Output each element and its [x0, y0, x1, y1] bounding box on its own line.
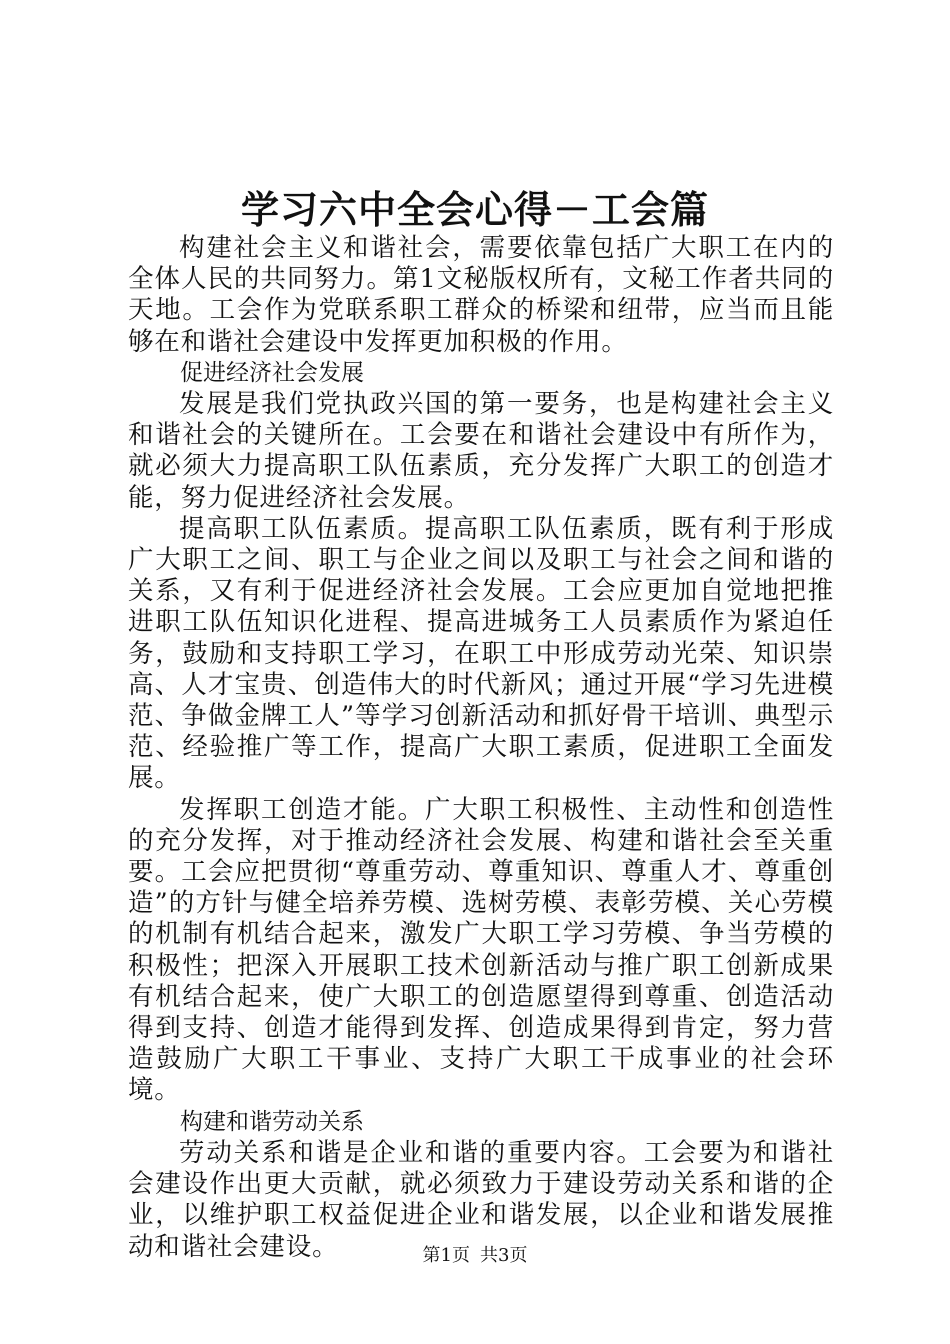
page-number: 第1页: [422, 1245, 470, 1266]
paragraph-intro: 构建社会主义和谐社会，需要依靠包括广大职工在内的全体人民的共同努力。第1文秘版权所有，文秘工作者共同的天地。工会作为党联系职工群众的桥梁和纽带，应当而且能够在和谐社会建设中发挥更加积极的作用。: [128, 233, 834, 357]
section-heading-labor-relations: 构建和谐劳动关系: [180, 1108, 364, 1135]
paragraph-labor-relations: 劳动关系和谐是企业和谐的重要内容。工会要为和谐社会建设作出更大贡献，就必须致力于建设劳动关系和谐的企业，以维护职工权益促进企业和谐发展，以企业和谐发展推动和谐社会建设。: [128, 1137, 834, 1262]
paragraph-development: 发展是我们党执政兴国的第一要务，也是构建社会主义和谐社会的关键所在。工会要在和谐社会建设中有所作为，就必须大力提高职工队伍素质，充分发挥广大职工的创造才能，努力促进经济社会发展。: [128, 389, 834, 513]
page-total: 共3页: [480, 1245, 528, 1266]
page-footer: [0, 1244, 950, 1268]
paragraph-creativity: 发挥职工创造才能。广大职工积极性、主动性和创造性的充分发挥，对于推动经济社会发展、构建和谐社会至关重要。工会应把贯彻“尊重劳动、尊重知识、尊重人才、尊重创造”的方针与健全培养劳模、选树劳模、表彰劳模、关心劳模的机制有机结合起来，激发广大职工学习劳模、争当劳模的积极性；把深入开展职工技术创新活动与推广职工创新成果有机结合起来，使广大职工的创造愿望得到尊重、创造活动得到支持、创造才能得到发挥、创造成果得到肯定，努力营造鼓励广大职工干事业、支持广大职工干成事业的社会环境。: [128, 794, 834, 1106]
document-title: 学习六中全会心得－工会篇: [240, 187, 709, 232]
paragraph-improve-quality: 提高职工队伍素质。提高职工队伍素质，既有利于形成广大职工之间、职工与企业之间以及职工与社会之间和谐的关系，又有利于促进经济社会发展。工会应更加自觉地把推进职工队伍知识化进程、提高进城务工人员素质作为紧迫任务，鼓励和支持职工学习，在职工中形成劳动光荣、知识崇高、人才宝贵、创造伟大的时代新风；通过开展“学习先进模范、争做金牌工人”等学习创新活动和抓好骨干培训、典型示范、经验推广等工作，提高广大职工素质，促进职工全面发展。: [128, 513, 834, 794]
section-heading-economy: 促进经济社会发展: [180, 359, 364, 386]
document-body: [128, 233, 834, 1263]
